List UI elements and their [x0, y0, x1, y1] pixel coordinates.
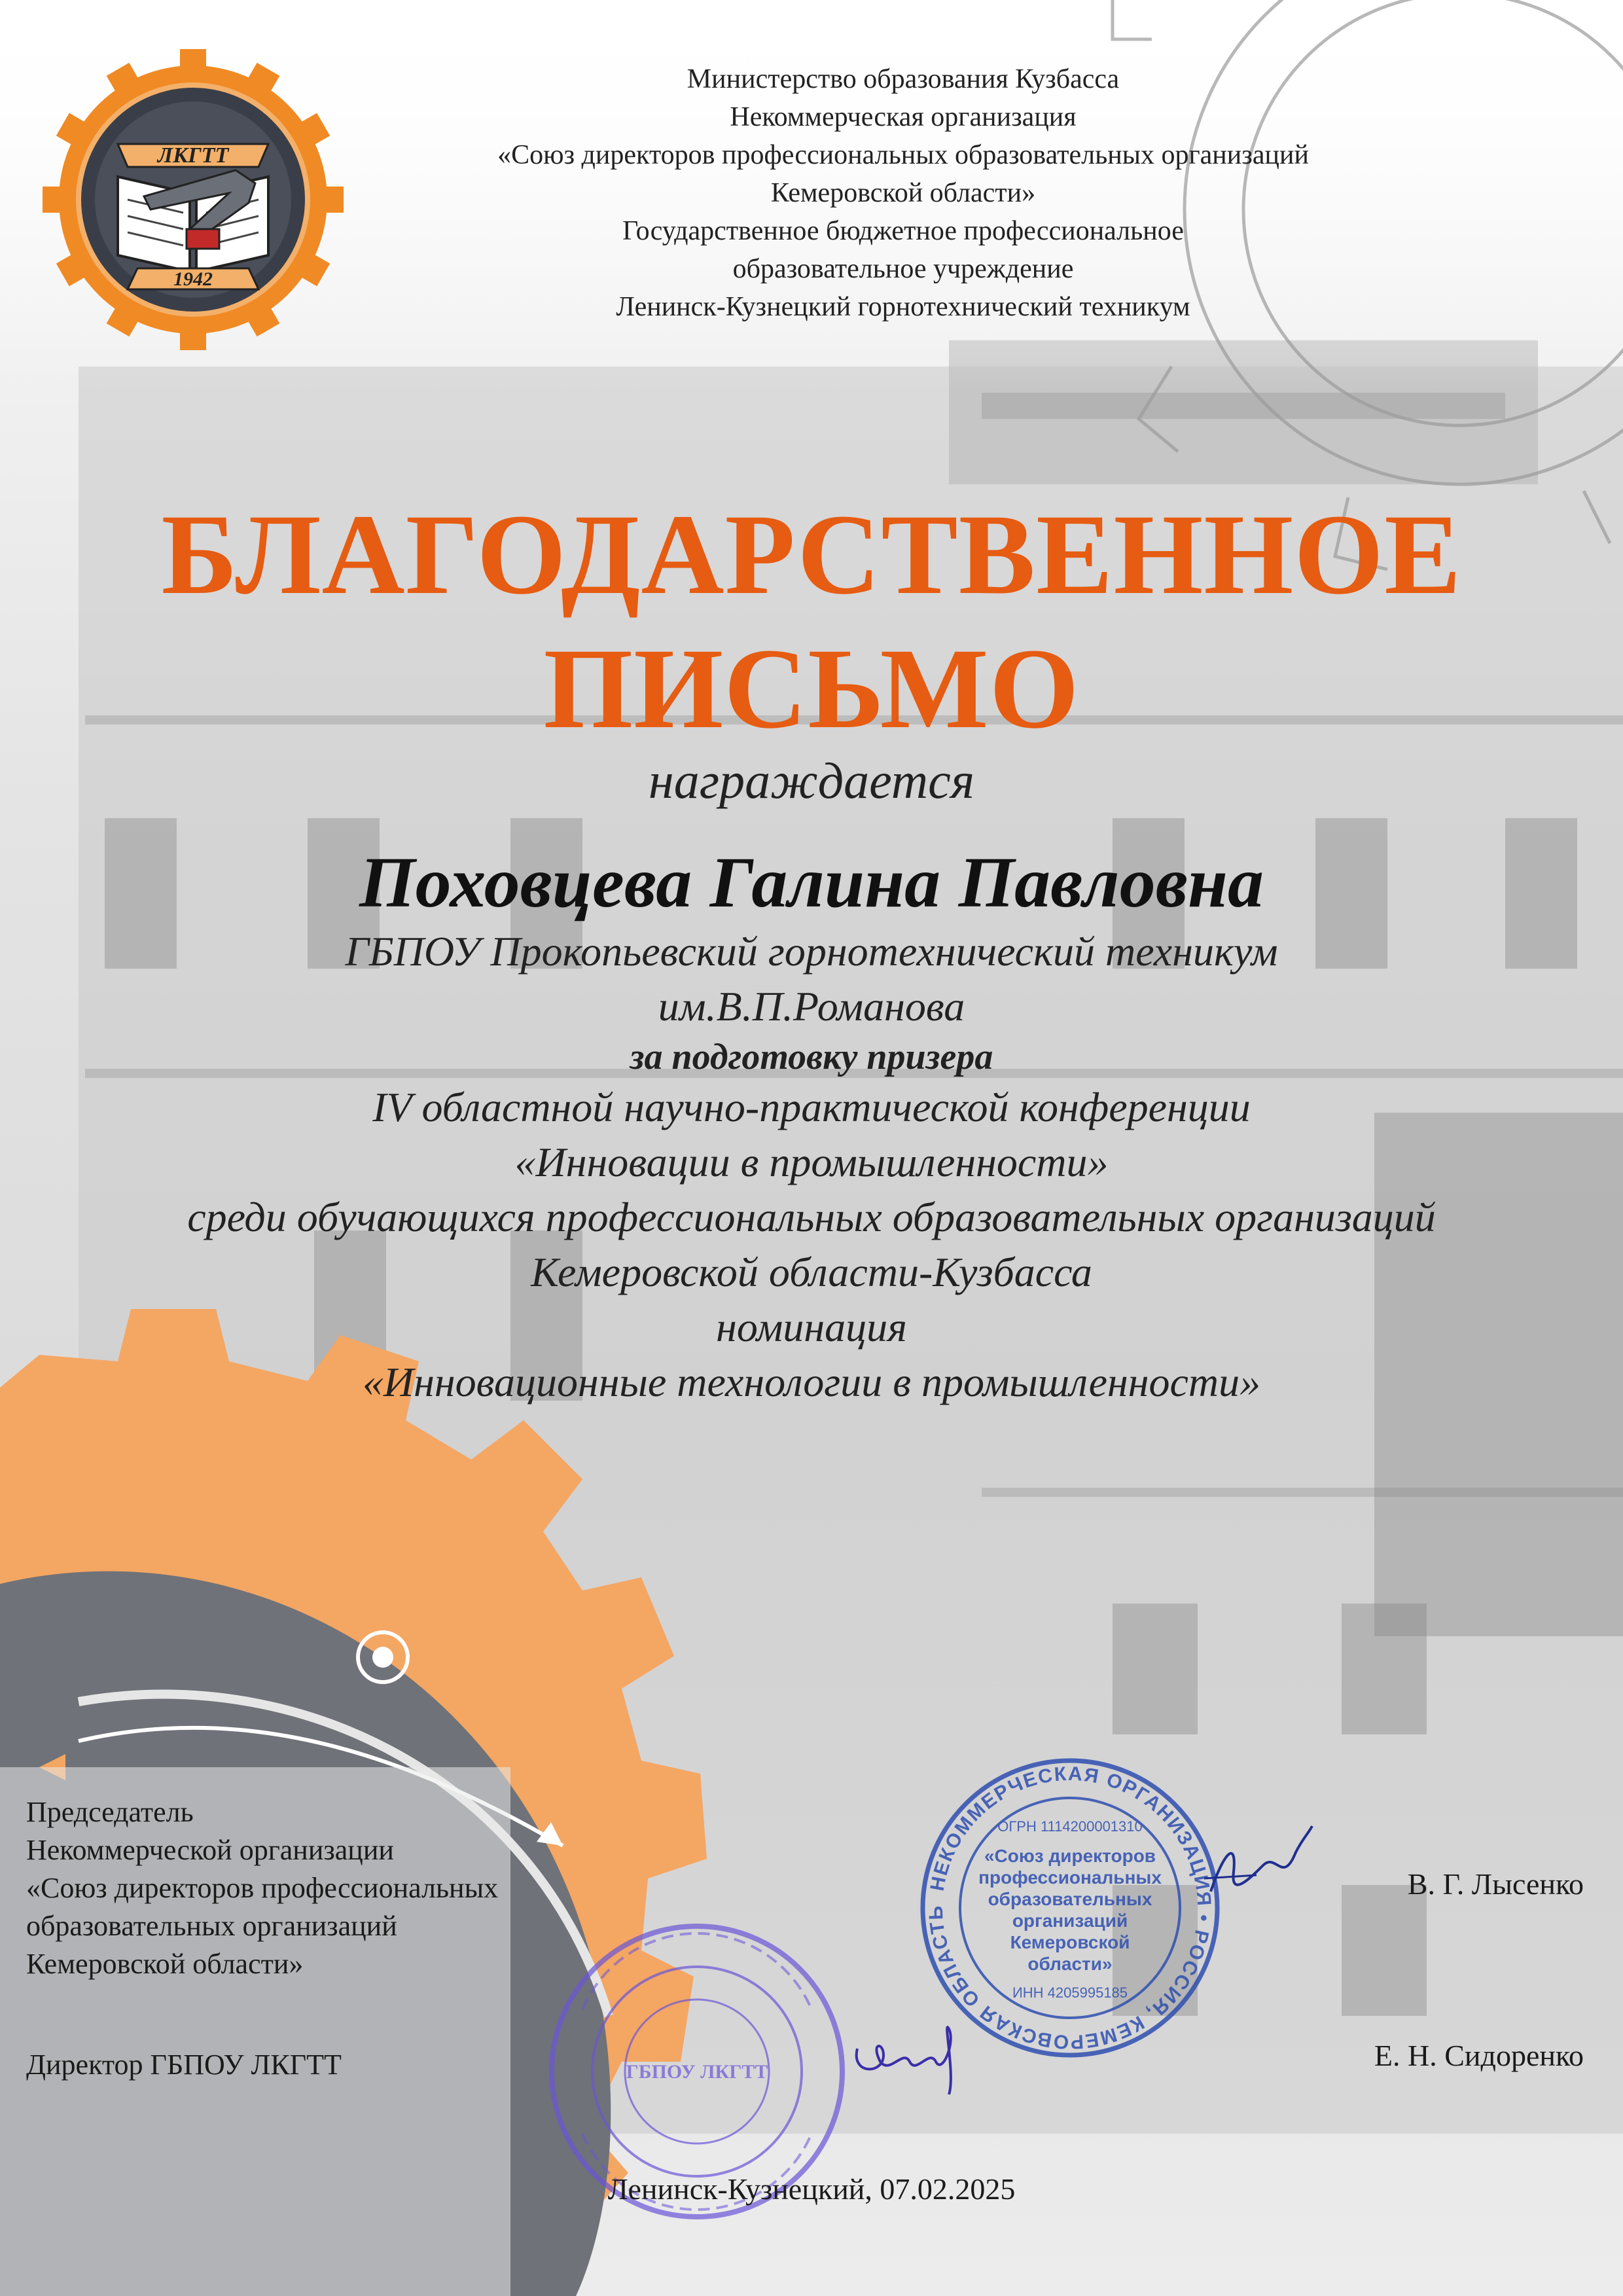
logo-abbr: ЛКГТТ	[157, 143, 229, 168]
issuer-header	[366, 60, 1440, 326]
signatory-2-name: Е. Н. Сидоренко	[1374, 2039, 1584, 2072]
signature-2	[844, 2003, 975, 2101]
header-line: «Союз директоров профессиональных образовательных организаций	[497, 140, 1309, 170]
reason-line: IV областной научно-практической конференции	[372, 1084, 1251, 1130]
stamp-ogrn: ОГРН 1114200001310	[997, 1818, 1143, 1835]
header-line: образовательное учреждение	[732, 254, 1074, 284]
awarded-label: награждается	[649, 752, 974, 809]
place-date: Ленинск-Кузнецкий, 07.02.2025	[607, 2172, 1016, 2206]
reason-line: «Инновации в промышленности»	[514, 1139, 1109, 1185]
position-line: «Союз директоров профессиональных	[26, 1872, 499, 1904]
position-line: Некоммерческой организации	[26, 1834, 394, 1866]
recipient-name: Поховцева Галина Павловна	[359, 842, 1264, 922]
header-line: Министерство образования Кузбасса	[687, 64, 1120, 94]
reason-line: номинация	[716, 1304, 907, 1350]
position-line: Кемеровской области»	[26, 1948, 304, 1980]
title-line-2: ПИСЬМО	[543, 625, 1080, 753]
signature-1	[1198, 1813, 1315, 1918]
signatory-1-name: В. Г. Лысенко	[1407, 1867, 1584, 1901]
award-details	[39, 924, 1584, 1410]
reason-bold: за подготовку призера	[630, 1037, 993, 1077]
logo-ribbon-top	[118, 143, 268, 168]
header-line: Некоммерческая организация	[730, 102, 1077, 132]
logo-ribbon-bottom	[128, 268, 259, 290]
recipient-org-line-1: ГБПОУ Прокопьевский горнотехнический техникум	[345, 928, 1278, 975]
reason-line: среди обучающихся профессиональных образовательных организаций	[187, 1194, 1436, 1240]
college-logo	[39, 46, 347, 353]
stamp-center-line: области»	[1027, 1954, 1113, 1974]
stamp-center-line: образовательных	[988, 1889, 1152, 1909]
position-line: Председатель	[26, 1796, 194, 1828]
stamp-center-line: организаций	[1012, 1910, 1128, 1931]
stamp-inn: ИНН 4205995185	[1012, 1984, 1128, 2001]
stamp-college-abbr: ГБПОУ ЛКГТТ	[626, 2061, 768, 2083]
reason-line: «Инновационные технологии в промышленности»	[362, 1359, 1261, 1405]
certificate-title	[0, 488, 1623, 756]
stamp-center-line: профессиональных	[978, 1867, 1162, 1888]
stamp-center-line: Кемеровской	[1010, 1932, 1130, 1952]
stamp-ring-text: НЕКОММЕРЧЕСКАЯ ОРГАНИЗАЦИЯ • РОССИЯ, КЕМЕРОВСКАЯ ОБЛАСТЬ	[925, 1763, 1215, 2053]
title-line-1: БЛАГОДАРСТВЕННОЕ	[161, 491, 1462, 619]
recipient-org-line-2: им.В.П.Романова	[658, 983, 965, 1030]
header-line: Ленинск-Кузнецкий горнотехнический техникум	[616, 292, 1190, 322]
logo-year: 1942	[173, 268, 213, 290]
header-line: Кемеровской области»	[770, 178, 1036, 208]
stamp-center-line: «Союз директоров	[984, 1846, 1156, 1866]
reason-line: Кемеровской области-Кузбасса	[531, 1249, 1092, 1295]
signatory-2-position: Директор ГБПОУ ЛКГТТ	[26, 2049, 342, 2081]
position-line: образовательных организаций	[26, 1910, 397, 1942]
header-line: Государственное бюджетное профессиональное	[622, 216, 1184, 246]
